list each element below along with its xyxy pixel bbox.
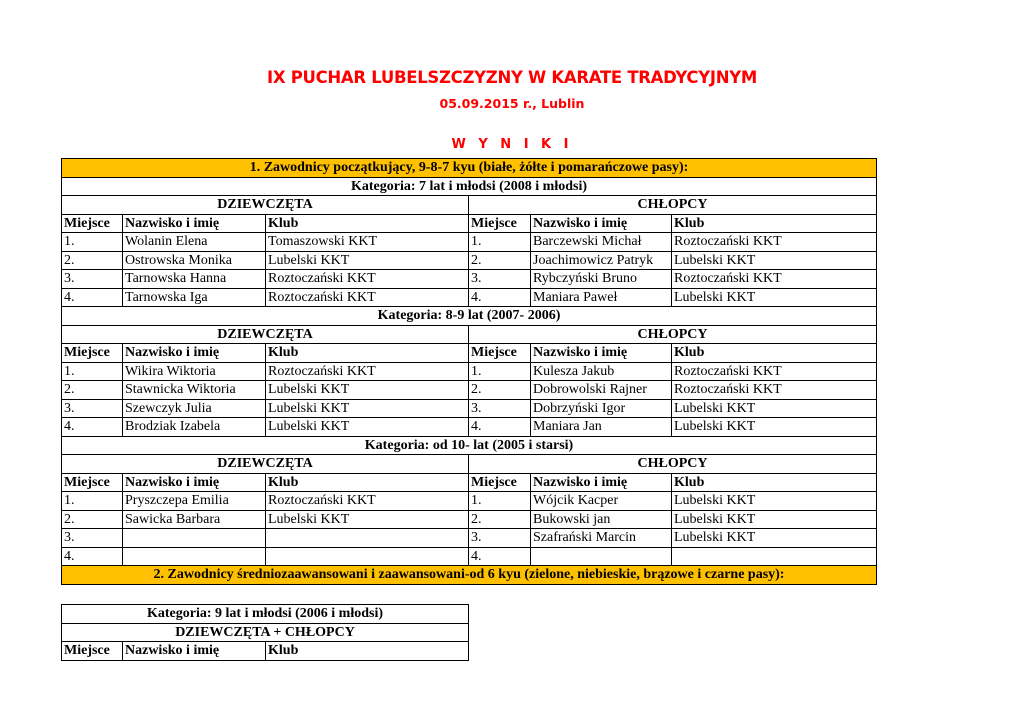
boy-place-cell: 4. bbox=[469, 547, 531, 566]
boy-club-cell: Roztoczański KKT bbox=[672, 270, 877, 289]
place-column-header: Miejsce bbox=[469, 214, 531, 233]
table-row bbox=[62, 510, 877, 529]
girl-place-cell: 4. bbox=[62, 418, 123, 437]
girl-place-cell: 1. bbox=[62, 362, 123, 381]
boy-name-cell: Rybczyński Bruno bbox=[531, 270, 672, 289]
girl-club-cell: Roztoczański KKT bbox=[266, 270, 469, 289]
girl-club-cell: Lubelski KKT bbox=[266, 381, 469, 400]
column-header-row bbox=[62, 344, 877, 363]
boy-name-cell: Wójcik Kacper bbox=[531, 492, 672, 511]
column-header-row bbox=[62, 642, 469, 661]
girl-place-cell: 4. bbox=[62, 547, 123, 566]
category-label: Kategoria: od 10- lat (2005 i starsi) bbox=[62, 436, 877, 455]
girl-club-cell: Lubelski KKT bbox=[266, 251, 469, 270]
boy-name-cell: Maniara Jan bbox=[531, 418, 672, 437]
girl-club-cell bbox=[266, 547, 469, 566]
girl-club-cell: Roztoczański KKT bbox=[266, 492, 469, 511]
place-column-header: Miejsce bbox=[62, 344, 123, 363]
category-row bbox=[62, 436, 877, 455]
table-row bbox=[62, 251, 877, 270]
document-title: IX PUCHAR LUBELSZCZYZNY W KARATE TRADYCYJNYM bbox=[267, 68, 757, 87]
boys-group-label: CHŁOPCY bbox=[469, 455, 877, 474]
girl-name-cell: Pryszczepa Emilia bbox=[123, 492, 266, 511]
boy-name-cell: Dobrzyński Igor bbox=[531, 399, 672, 418]
category-label: Kategoria: 7 lat i młodsi (2008 i młodsi) bbox=[62, 177, 877, 196]
table-row bbox=[62, 270, 877, 289]
category-row bbox=[62, 605, 469, 624]
boy-name-cell: Kulesza Jakub bbox=[531, 362, 672, 381]
girl-place-cell: 2. bbox=[62, 381, 123, 400]
name-column-header: Nazwisko i imię bbox=[123, 214, 266, 233]
boy-name-cell: Bukowski jan bbox=[531, 510, 672, 529]
boy-place-cell: 2. bbox=[469, 510, 531, 529]
girl-name-cell: Brodziak Izabela bbox=[123, 418, 266, 437]
name-column-header: Nazwisko i imię bbox=[123, 642, 266, 661]
boy-place-cell: 1. bbox=[469, 492, 531, 511]
section-row bbox=[62, 566, 877, 585]
table-row bbox=[62, 492, 877, 511]
boy-place-cell: 4. bbox=[469, 288, 531, 307]
table-row bbox=[62, 233, 877, 252]
document-subtitle: 05.09.2015 r., Lublin bbox=[439, 96, 585, 111]
table-row bbox=[62, 288, 877, 307]
girl-name-cell: Wikira Wiktoria bbox=[123, 362, 266, 381]
girl-place-cell: 2. bbox=[62, 251, 123, 270]
boy-place-cell: 3. bbox=[469, 529, 531, 548]
girl-club-cell: Lubelski KKT bbox=[266, 510, 469, 529]
boy-club-cell: Lubelski KKT bbox=[672, 399, 877, 418]
girl-place-cell: 4. bbox=[62, 288, 123, 307]
name-column-header: Nazwisko i imię bbox=[123, 473, 266, 492]
girl-club-cell: Lubelski KKT bbox=[266, 418, 469, 437]
girl-name-cell bbox=[123, 529, 266, 548]
place-column-header: Miejsce bbox=[469, 344, 531, 363]
mixed-group-label: DZIEWCZĘTA + CHŁOPCY bbox=[62, 623, 469, 642]
category-row bbox=[62, 307, 877, 326]
place-column-header: Miejsce bbox=[62, 214, 123, 233]
boy-place-cell: 4. bbox=[469, 418, 531, 437]
results-table-body bbox=[62, 159, 877, 585]
table-row bbox=[62, 399, 877, 418]
girls-group-label: DZIEWCZĘTA bbox=[62, 196, 469, 215]
place-column-header: Miejsce bbox=[469, 473, 531, 492]
boy-place-cell: 3. bbox=[469, 270, 531, 289]
boy-club-cell: Roztoczański KKT bbox=[672, 381, 877, 400]
boy-club-cell: Lubelski KKT bbox=[672, 288, 877, 307]
girl-name-cell: Szewczyk Julia bbox=[123, 399, 266, 418]
name-column-header: Nazwisko i imię bbox=[531, 214, 672, 233]
girl-club-cell: Tomaszowski KKT bbox=[266, 233, 469, 252]
girl-club-cell bbox=[266, 529, 469, 548]
club-column-header: Klub bbox=[266, 344, 469, 363]
place-column-header: Miejsce bbox=[62, 473, 123, 492]
name-column-header: Nazwisko i imię bbox=[123, 344, 266, 363]
boys-group-label: CHŁOPCY bbox=[469, 196, 877, 215]
group-header-row bbox=[62, 325, 877, 344]
boy-club-cell: Roztoczański KKT bbox=[672, 362, 877, 381]
group-header-row bbox=[62, 623, 469, 642]
club-column-header: Klub bbox=[672, 214, 877, 233]
boy-name-cell: Barczewski Michał bbox=[531, 233, 672, 252]
boy-place-cell: 2. bbox=[469, 251, 531, 270]
boy-place-cell: 1. bbox=[469, 233, 531, 252]
boy-club-cell: Lubelski KKT bbox=[672, 529, 877, 548]
group-header-row bbox=[62, 455, 877, 474]
girl-place-cell: 3. bbox=[62, 399, 123, 418]
results-heading: W Y N I K I bbox=[451, 137, 573, 152]
girl-place-cell: 3. bbox=[62, 529, 123, 548]
section-heading: 2. Zawodnicy średniozaawansowani i zaawansowani-od 6 kyu (zielone, niebieskie, brązowe i czarne pasy): bbox=[62, 566, 877, 585]
column-header-row bbox=[62, 473, 877, 492]
girl-name-cell: Sawicka Barbara bbox=[123, 510, 266, 529]
boy-club-cell: Lubelski KKT bbox=[672, 251, 877, 270]
table-row bbox=[62, 529, 877, 548]
boy-place-cell: 1. bbox=[469, 362, 531, 381]
group-header-row bbox=[62, 196, 877, 215]
boy-club-cell: Lubelski KKT bbox=[672, 510, 877, 529]
boy-name-cell: Joachimowicz Patryk bbox=[531, 251, 672, 270]
name-column-header: Nazwisko i imię bbox=[531, 344, 672, 363]
boy-club-cell: Lubelski KKT bbox=[672, 418, 877, 437]
girl-club-cell: Roztoczański KKT bbox=[266, 288, 469, 307]
girl-place-cell: 2. bbox=[62, 510, 123, 529]
table-row bbox=[62, 362, 877, 381]
category-label: Kategoria: 8-9 lat (2007- 2006) bbox=[62, 307, 877, 326]
boys-group-label: CHŁOPCY bbox=[469, 325, 877, 344]
table-row bbox=[62, 547, 877, 566]
mixed-category-table bbox=[61, 604, 469, 661]
boy-name-cell: Maniara Paweł bbox=[531, 288, 672, 307]
club-column-header: Klub bbox=[266, 214, 469, 233]
boy-place-cell: 3. bbox=[469, 399, 531, 418]
girl-name-cell: Ostrowska Monika bbox=[123, 251, 266, 270]
table-row bbox=[62, 418, 877, 437]
girls-group-label: DZIEWCZĘTA bbox=[62, 455, 469, 474]
place-column-header: Miejsce bbox=[62, 642, 123, 661]
results-table bbox=[61, 158, 877, 585]
girl-club-cell: Lubelski KKT bbox=[266, 399, 469, 418]
girls-group-label: DZIEWCZĘTA bbox=[62, 325, 469, 344]
category-row bbox=[62, 177, 877, 196]
girl-place-cell: 1. bbox=[62, 492, 123, 511]
girl-place-cell: 1. bbox=[62, 233, 123, 252]
section-heading: 1. Zawodnicy początkujący, 9-8-7 kyu (białe, żółte i pomarańczowe pasy): bbox=[62, 159, 877, 178]
boy-club-cell: Roztoczański KKT bbox=[672, 233, 877, 252]
club-column-header: Klub bbox=[266, 473, 469, 492]
category-label: Kategoria: 9 lat i młodsi (2006 i młodsi) bbox=[62, 605, 469, 624]
boy-name-cell: Szafrański Marcin bbox=[531, 529, 672, 548]
boy-name-cell bbox=[531, 547, 672, 566]
club-column-header: Klub bbox=[672, 344, 877, 363]
girl-club-cell: Roztoczański KKT bbox=[266, 362, 469, 381]
boy-place-cell: 2. bbox=[469, 381, 531, 400]
girl-name-cell: Tarnowska Hanna bbox=[123, 270, 266, 289]
girl-place-cell: 3. bbox=[62, 270, 123, 289]
boy-club-cell: Lubelski KKT bbox=[672, 492, 877, 511]
club-column-header: Klub bbox=[266, 642, 469, 661]
table-row bbox=[62, 381, 877, 400]
section-row bbox=[62, 159, 877, 178]
column-header-row bbox=[62, 214, 877, 233]
girl-name-cell bbox=[123, 547, 266, 566]
boy-name-cell: Dobrowolski Rajner bbox=[531, 381, 672, 400]
name-column-header: Nazwisko i imię bbox=[531, 473, 672, 492]
girl-name-cell: Wolanin Elena bbox=[123, 233, 266, 252]
girl-name-cell: Tarnowska Iga bbox=[123, 288, 266, 307]
girl-name-cell: Stawnicka Wiktoria bbox=[123, 381, 266, 400]
boy-club-cell bbox=[672, 547, 877, 566]
club-column-header: Klub bbox=[672, 473, 877, 492]
